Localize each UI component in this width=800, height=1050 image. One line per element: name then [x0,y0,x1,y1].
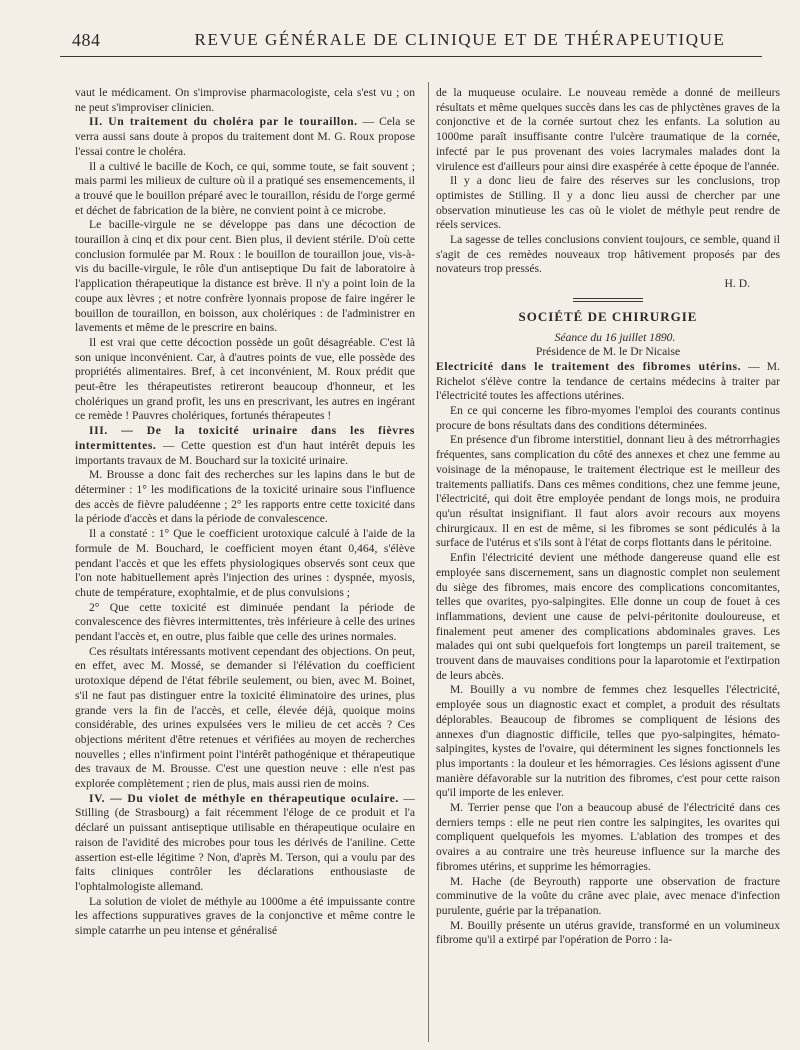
paragraph: M. Hache (de Beyrouth) rapporte une observation de fracture comminutive de la voûte du crâne avec plaie, avec menace d'infection purulente, guérie par la trépanation. [436,874,780,917]
running-title: REVUE GÉNÉRALE DE CLINIQUE ET DE THÉRAPEUTIQUE [194,30,726,49]
paragraph: Il a cultivé le bacille de Koch, ce qui, somme toute, se fait souvent ; mais parmi les milieux de culture où il a pratiqué ses ensemencements, il a trouvé que le bouillon préparé avec le touraillon, résidu de l'orge germé et déchet de fabrication de la bière, ne convient point à ce microbe. [75,159,415,217]
paragraph: Le bacille-virgule ne se développe pas dans une décoction de touraillon à cinq et dix pour cent. Bien plus, il devient stérile. D'où cette conclusion formulée par M. Roux : le bouillon de touraillon joue, vis-à-vis du bacille-virgule, le rôle d'un antiseptique Du fait de laboratoire à l'application thérapeutique la distance est brève. Il n'y a point loin de la coupe aux lèvres ; et notre confrère lyonnais propose de faire ingérer le bouillon de touraillon, en boisson, aux cholériques : de l'administrer en lavements et même de le prescrire en bains. [75,218,415,335]
paragraph: Ces résultats intéressants motivent cependant des objections. On peut, en effet, avec M. Mossé, se demander si l'élévation du coefficient urotoxique dépend de l'état fébrile seulement, ou bien, avec M. Boinet, s'il ne faut pas distinguer entre la toxicité éliminatoire des urines, plus grande vers la fin de l'accès, et celle, élevée déjà, quoique moins considérable, des urines expulsées vers le milieu de cet accès ? Ces objections méritent d'être retenues et vérifiées au moyen de recherches nouvelles ; elles n'infirment point l'intérêt pathogénique et thérapeutique des travaux de M. Brousse. C'est une question neuve : elle n'est pas explorée complètement ; rien de plus, mais aussi rien de moins. [75,644,415,791]
section-paragraph [75,792,415,895]
paragraph: En ce qui concerne les fibro-myomes l'emploi des courants continus procure de bons résultats dans des conditions déterminées. [436,404,780,432]
section-text: — M. Richelot s'élève contre la tendance de certains médecins à traiter par l'électricité toutes les affections utérines. [436,359,780,403]
paragraph: La sagesse de telles conclusions convient toujours, ce semble, quand il s'agit de ces remèdes nouveaux trop hâtivement proposés par des novateurs trop pressés. [436,233,780,276]
paragraph: M. Brousse a donc fait des recherches sur les lapins dans le but de déterminer : 1° les modifications de la toxicité urinaire sous l'influence des accès de fièvre paludéenne ; 2° les rapports entre cette toxicité dans la période d'accès et dans la période de convalescence. [75,468,415,526]
section-heading: IV. — Du violet de méthyle en thérapeutique oculaire. [89,791,399,805]
paragraph: Enfin l'électricité devient une méthode dangereuse quand elle est employée sans discernement, sans un diagnostic complet non seulement du siège des fibromes, mais encore des complications concomitantes, telles que ovarites, pyo-salpingites. Elle donne un coup de fouet à ces inflammations, devient une cause de pelvi-péritonite douloureuse, et finalement peut amener des complications abdominales graves. Les malades qui ont subi quelquefois fort longtemps un pareil traitement, se trouvent dans de mauvaises conditions pour la laparotomie et l'extirpation de leurs abcès. [436,551,780,682]
section-divider [573,298,643,302]
section-heading: III. — De la toxicité urinaire dans les fièvres intermittentes. [75,424,415,452]
section-paragraph [75,424,415,468]
paragraph: Il est vrai que cette décoction possède un goût désagréable. C'est là son unique inconvénient. Car, à d'autres points de vue, elle possède des propriétés alimentaires. Bref, à cet inconvénient, M. Roux prédit que peut-être les thérapeutistes retireront beaucoup d'honneur, et les cholériques un grand profit, les uns en prescrivant, les autres en ingérant ce remède ! Pauvres cholériques, fortunés thérapeutes ! [75,335,415,423]
section-heading: II. Un traitement du choléra par le touraillon. [89,115,358,129]
paragraph: M. Terrier pense que l'on a beaucoup abusé de l'électricité dans ces derniers temps : elle ne peut rien contre les salpingites, les ovarites qui compliquent quelquefois les myomes. L'ablation des trompes et des ovaires a au contraire une très heureuse influence sur la marche des fibromes utérins, et supprime les hémorragies. [436,801,780,873]
paragraph: de la muqueuse oculaire. Le nouveau remède a donné de meilleurs résultats et même quelques succès dans les cas de phlyctènes graves de la conjonctive et de la cornée surtout chez les enfants. La solution au 1000me paraît insuffisante contre l'ulcère traumatique de la cornée, infecté par le pus provenant des voies lacrymales malades dont la virulence est d'ailleurs pour ainsi dire exaspérée à cette époque de l'année. [436,86,780,173]
presidency-line: Présidence de M. le Dr Nicaise [535,345,681,359]
section-heading: Electricité dans le traitement des fibromes utérins. [436,359,742,373]
author-signature: H. D. [724,277,750,291]
paragraph: La solution de violet de méthyle au 1000me a été impuissante contre les affections suppuratives graves de la conjonctive et même contre le simple catarrhe un peu intense et généralisé [75,894,415,938]
left-column [75,86,415,939]
paragraph: En présence d'un fibrome interstitiel, donnant lieu à des métrorrhagies fréquentes, sans complication du côté des annexes et chez une femme au voisinage de la ménopause, le traitement électrique est le meilleur des traitements palliatifs. Dans ces mêmes conditions, chez une femme jeune, l'électricité, qui doit être employée pendant de longs mois, ne produira qu'un résultat insignifiant. Il faut alors avoir recours aux moyens chirurgicaux. Il en est de même, si les fibromes se sont pédiculés à la surface de l'utérus et s'ils sont à l'état de corps flottants dans le péritoine. [436,433,780,550]
paragraph: Il y a donc lieu de faire des réserves sur les conclusions, trop optimistes de Stilling. Il y a donc lieu aussi de chercher par une observation minutieuse les cas où le violet de méthyle peut rendre de réels services. [436,174,780,232]
section-paragraph [75,115,415,159]
paragraph: M. Bouilly a vu nombre de femmes chez lesquelles l'électricité, employée sous un diagnostic exact et complet, a produit des résultats déplorables. Beaucoup de fibromes se compliquent de lésions des annexes d'un diagnostic difficile, telles que pyo-salpingites, hémato-salpingites, kystes de l'ovaire, qui déterminent les signes fonctionnels les plus importants : la douleur et les hémorragies. Ces lésions agissent d'une manière défavorable sur la nutrition des fibromes, c'est pour cette raison qu'il importe de les enlever. [436,683,780,800]
paragraph: vaut le médicament. On s'improvise pharmacologiste, cela s'est vu ; on ne peut s'improviser clinicien. [75,86,415,114]
page-number: 484 [72,30,101,50]
paragraph: 2° Que cette toxicité est diminuée pendant la période de convalescence des fièvres intermittentes, très inférieure à celle des urines pendant l'accès et, en outre, plus faible que celle des urines normales. [75,600,415,644]
society-heading: SOCIÉTÉ DE CHIRURGIE [518,308,698,324]
section-text: — Cela se verra aussi sans doute à propos du traitement dont M. G. Roux propose l'essai contre le choléra. [75,115,415,158]
section-text: — Stilling (de Strasbourg) a fait récemment l'éloge de ce produit et l'a déclaré un puissant antiseptique utilisable en thérapeutique oculaire en raison de l'avidité des microbes pour tous les dérivés de l'aniline. Cette assertion est-elle légitime ? Non, d'après M. Terson, qui a voulu par des faits cliniques contrôler les déclarations enthousiaste de l'ophtalmologiste allemand. [75,791,415,893]
page-header [60,22,762,57]
right-column [436,86,780,948]
paragraph: M. Bouilly présente un utérus gravide, transformé en un volumineux fibrome qu'il a extirpé par l'opération de Porro : la- [436,918,780,947]
session-date: Séance du 16 juillet 1890. [554,330,676,344]
paragraph: Il a constaté : 1° Que le coefficient urotoxique calculé à l'aide de la formule de M. Bouchard, le coefficient moyen étant 0,464, s'élève pendant l'accès et que les effets physiologiques observés sont ceux que l'on note habituellement après l'injection des urines : dyspnée, myosis, chute de température, exophtalmie, et de plus convulsions ; [75,527,415,599]
column-divider [428,82,429,1042]
section-paragraph [436,360,780,404]
section-text: — Cette question est d'un haut intérêt depuis les importants travaux de M. Bouchard sur la toxicité urinaire. [75,438,415,467]
